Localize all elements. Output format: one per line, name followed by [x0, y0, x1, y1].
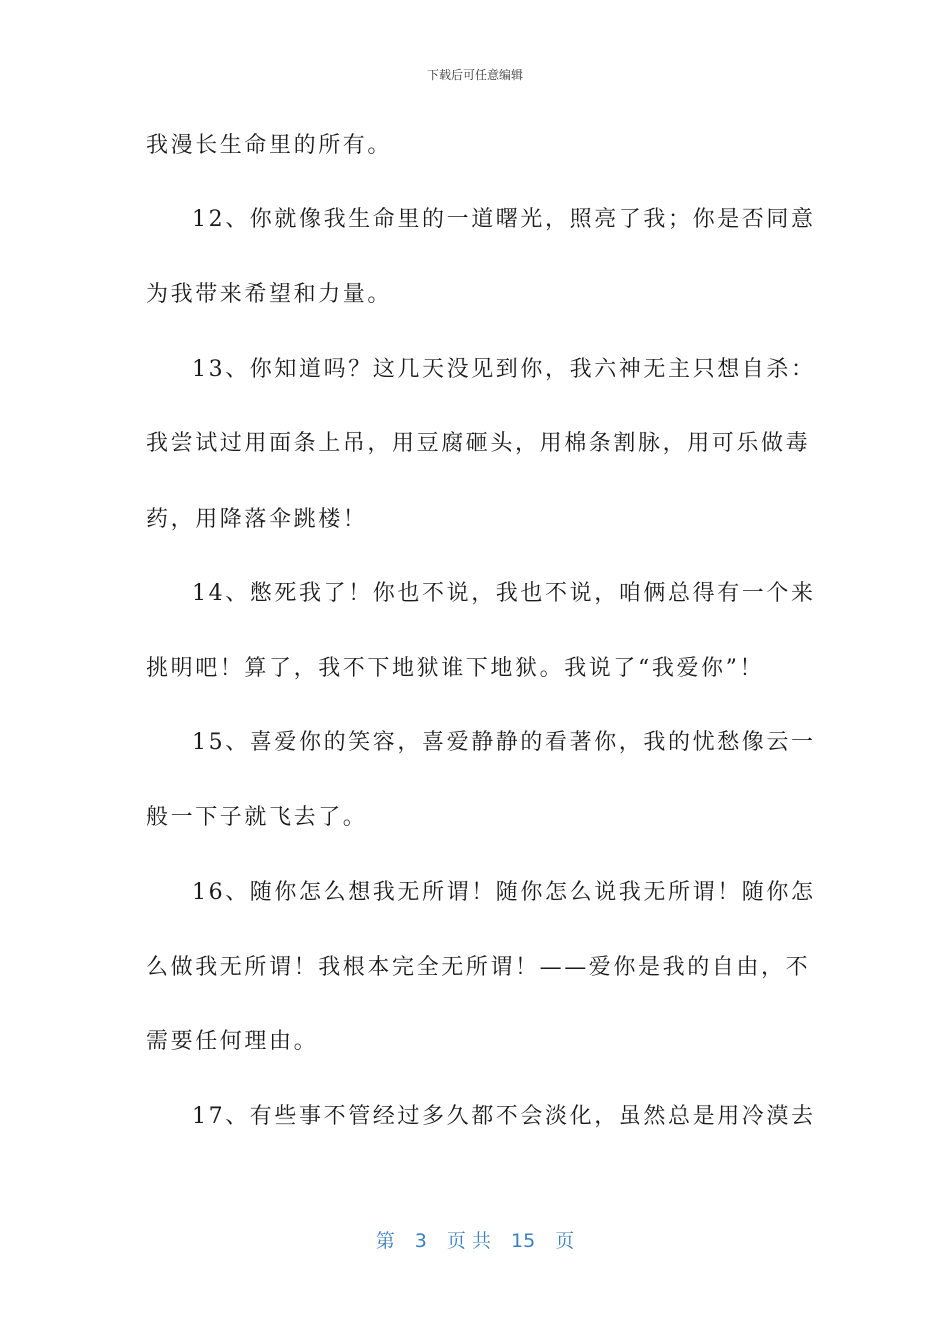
- total-pages-number: 15: [511, 1230, 536, 1252]
- text-line: 16、随你怎么想我无所谓！随你怎么说我无所谓！随你怎: [192, 880, 816, 905]
- text-line: 12、你就像我生命里的一道曙光，照亮了我；你是否同意: [192, 207, 816, 232]
- text-line: 14、憋死我了！你也不说，我也不说，咱俩总得有一个来: [192, 581, 816, 606]
- footer-middle: 页 共: [446, 1230, 491, 1252]
- text-line: 我尝试过用面条上吊，用豆腐砸头，用棉条割脉，用可乐做毒: [146, 431, 811, 456]
- text-line: 药，用降落伞跳楼！: [146, 507, 368, 532]
- current-page-number: 3: [414, 1230, 427, 1252]
- text-line: 13、你知道吗？这几天没见到你，我六神无主只想自杀：: [192, 357, 816, 382]
- text-line: 么做我无所谓！我根本完全无所谓！——爱你是我的自由，不: [146, 955, 811, 980]
- text-line: 17、有些事不管经过多久都不会淡化，虽然总是用冷漠去: [192, 1104, 816, 1129]
- text-line: 挑明吧！算了，我不下地狱谁下地狱。我说了“我爱你”！: [146, 656, 765, 681]
- text-line: 15、喜爱你的笑容，喜爱静静的看著你，我的忧愁像云一: [192, 730, 816, 755]
- footer-suffix: 页: [555, 1230, 575, 1252]
- page-header: 下载后可任意编辑: [426, 68, 523, 82]
- text-line: 为我带来希望和力量。: [146, 282, 393, 307]
- text-line: 般一下子就飞去了。: [146, 805, 368, 830]
- footer-prefix: 第: [375, 1230, 395, 1252]
- text-line: 需要任何理由。: [146, 1029, 319, 1054]
- text-line: 我漫长生命里的所有。: [146, 133, 393, 158]
- page-footer: [0, 1226, 950, 1253]
